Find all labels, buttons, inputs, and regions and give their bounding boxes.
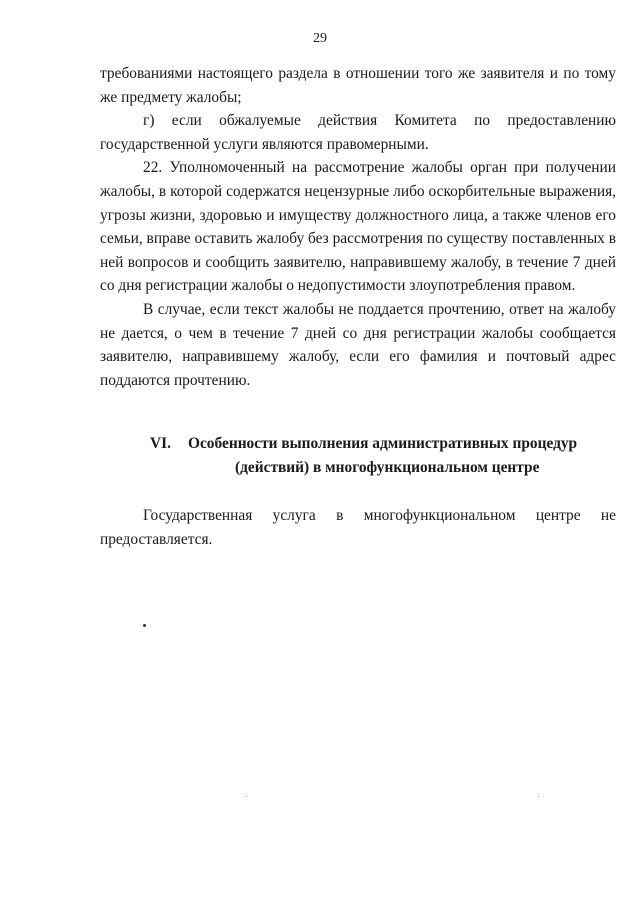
document-body (100, 62, 616, 392)
section-number: VI. (150, 435, 171, 452)
paragraph-22: 22. Уполномоченный на рассмотрение жалобы орган при получении жалобы, в которой содержатся нецензурные либо оскорбительные выражения, угрозы жизни, здоровью и имуществу должностного лица, а также членов его семьи, вправе оставить жалобу без рассмотрения по существу поставленных в ней вопросов и сообщить заявителю, направившему жалобу, в течение 7 дней со дня регистрации жалобы о недопустимости злоупотребления правом. (100, 159, 616, 295)
final-section (100, 504, 616, 551)
section-title-line1: Особенности выполнения административных процедур (188, 435, 578, 452)
paragraph-item-g: г) если обжалуемые действия Комитета по предоставлению государственной услуги являются правомерными. (100, 112, 616, 153)
scan-speck (246, 796, 247, 797)
page-number: 29 (313, 31, 327, 46)
final-paragraph: Государственная услуга в многофункциональном центре не предоставляется. (100, 507, 616, 548)
section-title-line2: (действий) в многофункциональном центре (235, 459, 540, 476)
paragraph-unreadable-complaint: В случае, если текст жалобы не поддается прочтению, ответ на жалобу не дается, о чем в течение 7 дней со дня регистрации жалобы сообщается заявителю, направившему жалобу, если его фамилия и почтовый адрес поддаются прочтению. (100, 300, 616, 389)
paragraph-continuation: требованиями настоящего раздела в отношении того же заявителя и по тому же предмету жалобы; (100, 65, 616, 106)
scan-dot-mark (143, 624, 146, 627)
scan-speck (538, 796, 539, 797)
section-heading (100, 432, 616, 480)
